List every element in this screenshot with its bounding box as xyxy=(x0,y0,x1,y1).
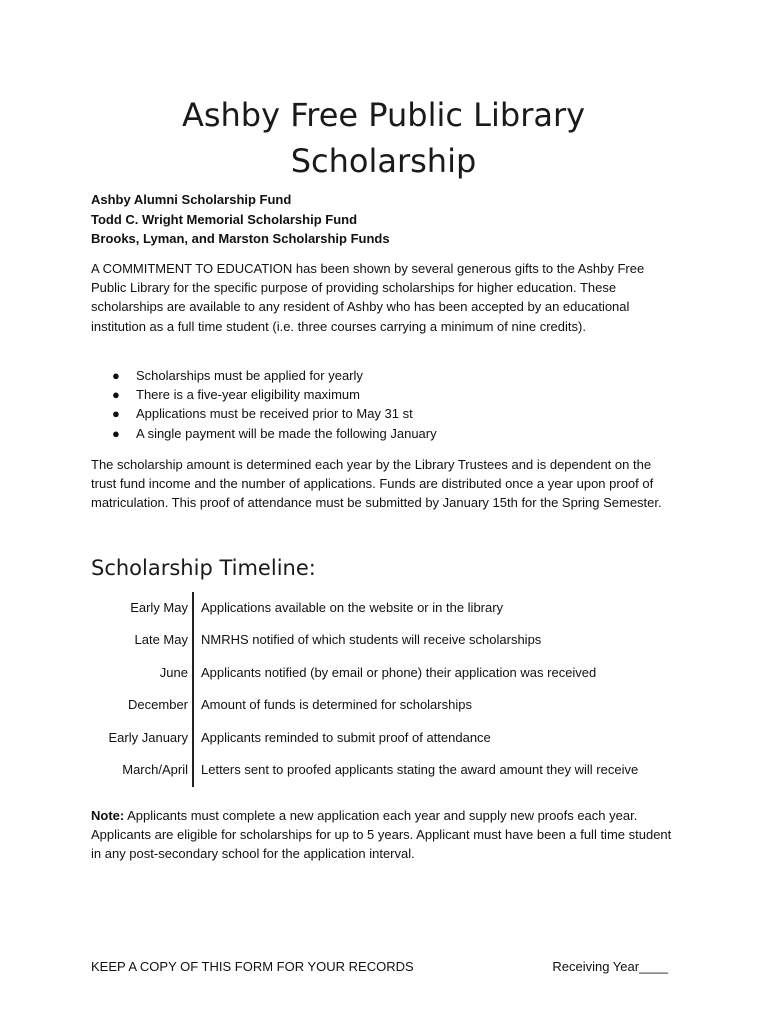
timeline-what: Letters sent to proofed applicants stating the award amount they will receive xyxy=(201,761,639,777)
rule-item xyxy=(91,404,437,423)
intro-paragraph: A COMMITMENT TO EDUCATION has been shown by several generous gifts to the Ashby Free Public Library for the specific purpose of providing scholarships for higher education. These scholarships are available to any resident of Ashby who has been accepted by an educational institution as a full time student (i.e. three courses carrying a minimum of nine credits). xyxy=(91,261,645,334)
receiving-year-field[interactable]: Receiving Year____ xyxy=(552,959,668,974)
title-line-1: Ashby Free Public Library xyxy=(181,96,586,134)
fund-name: Todd C. Wright Memorial Scholarship Fund xyxy=(91,211,358,227)
timeline-when: March/April xyxy=(122,761,188,777)
bullet-icon: ● xyxy=(112,406,120,422)
note-paragraph xyxy=(91,806,676,864)
bullet-icon: ● xyxy=(112,387,120,403)
timeline-table xyxy=(91,592,676,786)
amount-paragraph: The scholarship amount is determined each year by the Library Trustees and is dependent on the trust fund income and the number of applications. Funds are distributed once a year upon proof of matriculation. This proof of attendance must be submitted by January 15th for the Spring Semester. xyxy=(91,457,662,511)
rule-item xyxy=(91,366,437,385)
rule-text: A single payment will be made the following January xyxy=(136,425,437,441)
timeline-what: Amount of funds is determined for scholarships xyxy=(201,697,472,713)
timeline-what: Applicants reminded to submit proof of attendance xyxy=(201,729,491,745)
rule-text: Applications must be received prior to May 31 st xyxy=(136,406,413,422)
note-label: Note: xyxy=(91,808,125,823)
timeline-what: Applications available on the website or in the library xyxy=(201,600,504,615)
timeline-when: Early May xyxy=(130,600,188,615)
bullet-icon: ● xyxy=(112,425,120,441)
rule-item xyxy=(91,385,437,404)
timeline-row xyxy=(91,754,676,786)
timeline-row xyxy=(91,592,676,624)
bullet-icon: ● xyxy=(112,368,120,383)
timeline-what: Applicants notified (by email or phone) their application was received xyxy=(201,664,597,680)
keep-copy-notice: KEEP A COPY OF THIS FORM FOR YOUR RECORDS xyxy=(91,959,414,974)
note-text: Applicants must complete a new application each year and supply new proofs each year. Applicants are eligible for scholarships for up to 5 years. Applicant must have been a full time student in any post-secondary school for the application interval. xyxy=(91,808,672,862)
timeline-row xyxy=(91,657,676,689)
document-title xyxy=(91,92,676,184)
title-line-2: Scholarship xyxy=(290,142,477,180)
timeline-row xyxy=(91,689,676,721)
rules-list xyxy=(91,366,437,443)
timeline-when: Early January xyxy=(108,729,188,745)
rule-item xyxy=(91,424,437,443)
timeline-row xyxy=(91,722,676,754)
timeline-row xyxy=(91,624,676,656)
timeline-heading: Scholarship Timeline: xyxy=(91,556,316,580)
timeline-what: NMRHS notified of which students will receive scholarships xyxy=(201,632,542,648)
timeline-when: Late May xyxy=(134,632,188,648)
fund-list xyxy=(91,190,390,249)
rule-text: There is a five-year eligibility maximum xyxy=(136,387,360,403)
fund-name: Brooks, Lyman, and Marston Scholarship Funds xyxy=(91,231,390,246)
timeline-when: December xyxy=(128,697,188,713)
rule-text: Scholarships must be applied for yearly xyxy=(136,368,363,383)
fund-name: Ashby Alumni Scholarship Fund xyxy=(91,192,292,207)
timeline-when: June xyxy=(159,664,188,680)
